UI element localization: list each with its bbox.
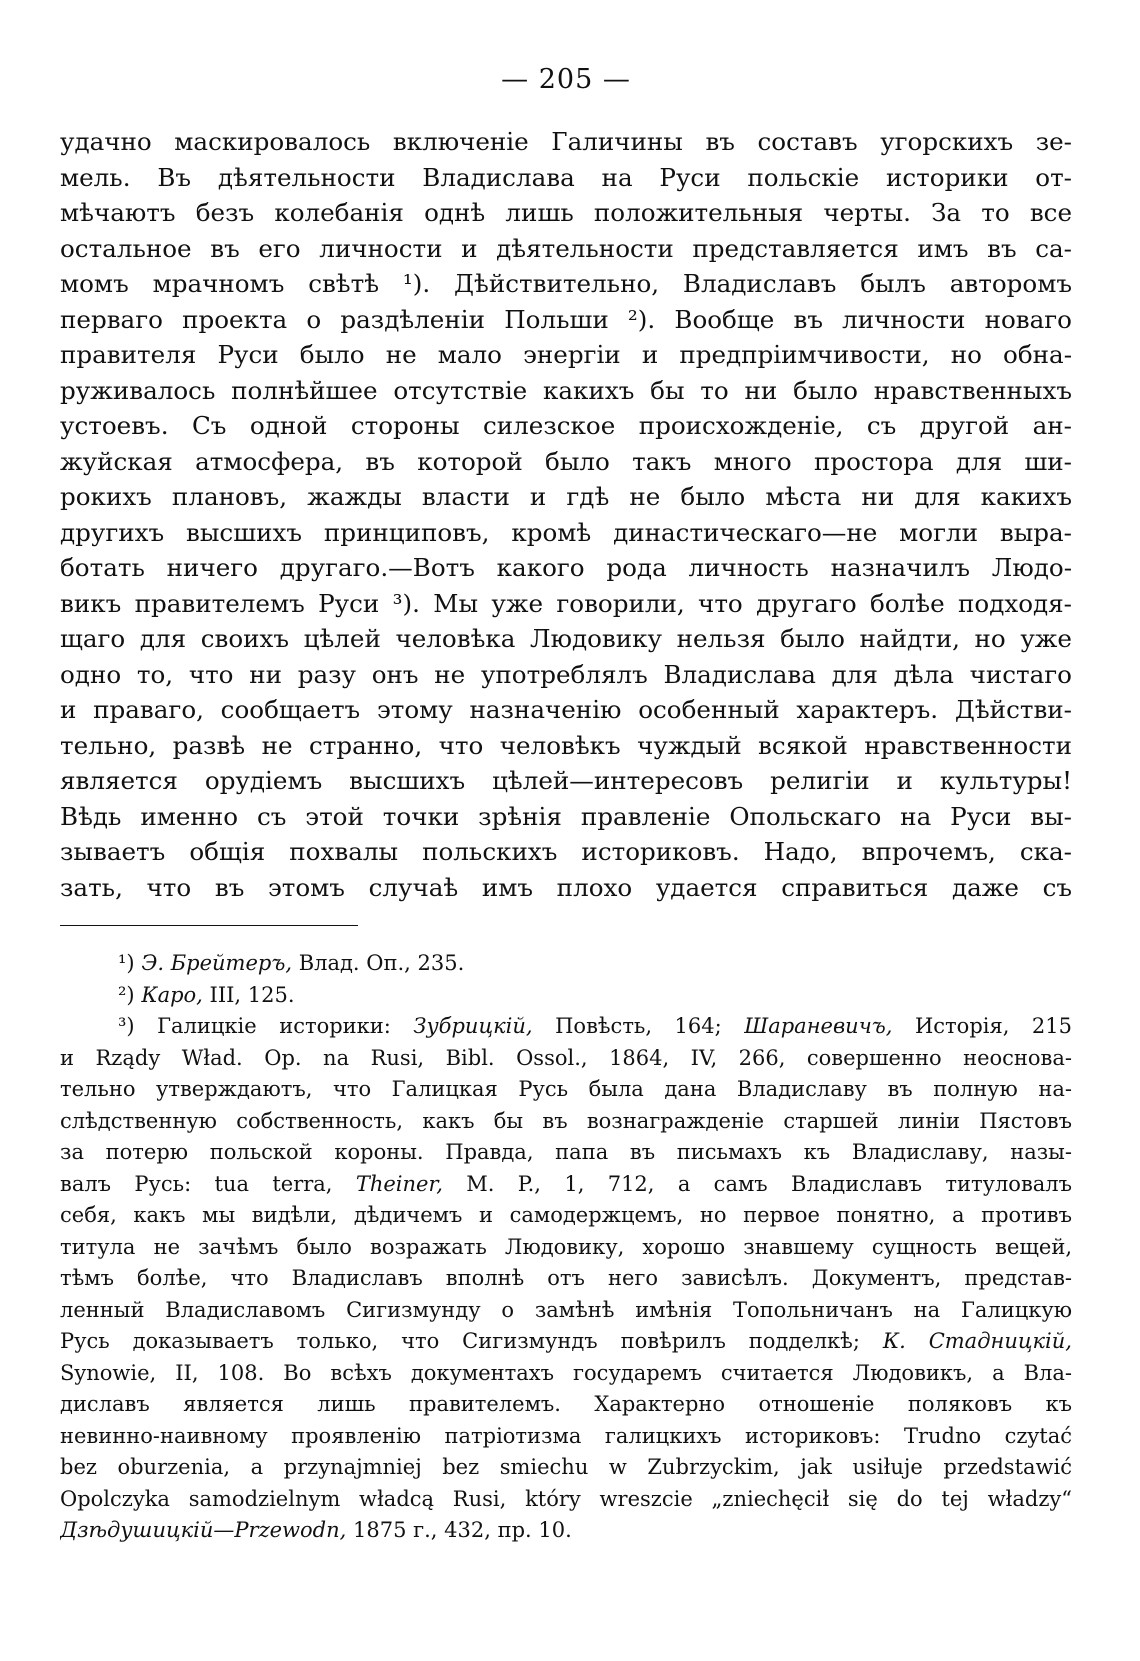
text-line: мель. Въ дѣятельности Владислава на Руси польскіе историки от- xyxy=(60,162,1072,192)
footnote-marker: ²) xyxy=(118,982,135,1007)
footnote-marker: ¹) xyxy=(118,951,135,975)
text-line: остальное въ его личности и дѣятельности представляется имъ въ са- xyxy=(60,233,1072,263)
text-line: рокихъ плановъ, жажды власти и гдѣ не было мѣста ни для какихъ xyxy=(60,482,1072,511)
text-line: правителя Руси было не мало энергіи и предпріимчивости, но обна- xyxy=(60,340,1072,369)
footnote-author: Зубрицкій, xyxy=(413,1014,533,1038)
text-line: и праваго, сообщаетъ этому назначенію особенный характеръ. Дѣйстви- xyxy=(60,695,1072,724)
text-line: одно то, что ни разу онъ не употреблялъ Владислава для дѣла чистаго xyxy=(60,659,1072,689)
footnote-3-line xyxy=(60,1515,1072,1547)
text-line: мѣчаютъ безъ колебанія однѣ лишь положительныя черты. За то все xyxy=(60,198,1072,227)
footnote-2 xyxy=(60,980,1072,1012)
footnote-3-line: тельно утверждаютъ, что Галицкая Русь была дана Владиславу въ полную на- xyxy=(60,1077,1072,1101)
footnote-1 xyxy=(60,948,1072,980)
text-line: руживалось полнѣйшее отсутствіе какихъ бы то ни было нравственныхъ xyxy=(60,375,1072,405)
footnote-3-line: невинно-наивному проявленію патріотизма галицкихъ историковъ: Trudno czytać xyxy=(60,1423,1072,1448)
footnote-3-line: Opolczyka samodzielnym władcą Rusi, który wreszcie „zniechęcił się do tej władzy“ xyxy=(60,1486,1072,1511)
footnote-text: валъ Русь: tua terra, xyxy=(60,1171,333,1196)
text-line: жуйская атмосфера, въ которой было такъ много простора для ши- xyxy=(60,446,1072,476)
footnote-3-line: титула не зачѣмъ было возражать Людовику, хорошо знавшему сущность вещей, xyxy=(60,1234,1072,1259)
footnote-text: 1875 г., 432, пр. 10. xyxy=(353,1518,572,1542)
text-line: является орудіемъ высшихъ цѣлей—интересовъ религіи и культуры! xyxy=(60,766,1072,795)
text-line: зываетъ общія похвалы польскихъ историковъ. Надо, впрочемъ, ска- xyxy=(60,837,1072,866)
footnote-text: Исторія, 215 xyxy=(914,1014,1072,1038)
footnote-3-line: диславъ является лишь правителемъ. Характерно отношеніе поляковъ къ xyxy=(60,1392,1072,1416)
footnote-text: III, 125. xyxy=(209,982,295,1007)
footnote-3-line: слѣдственную собственность, какъ бы въ вознагражденіе старшей линіи Пястовъ xyxy=(60,1108,1072,1133)
text-line: Вѣдь именно съ этой точки зрѣнія правленіе Опольскаго на Руси вы- xyxy=(60,801,1072,831)
footnote-author: Шараневичъ, xyxy=(744,1014,893,1038)
footnote-author: К. Стадницкій, xyxy=(882,1329,1072,1353)
footnote-3-line: Synowie, II, 108. Во всѣхъ документахъ государемъ считается Людовикъ, а Вла- xyxy=(60,1360,1072,1385)
footnote-text: Повѣсть, 164; xyxy=(555,1014,722,1038)
footnote-text: Галицкіе историки: xyxy=(157,1014,391,1038)
footnotes xyxy=(60,948,1072,1547)
book-page xyxy=(60,60,1072,1547)
footnote-3-line: тѣмъ болѣе, что Владиславъ вполнѣ отъ него зависѣлъ. Документъ, представ- xyxy=(60,1266,1072,1290)
text-line: момъ мрачномъ свѣтѣ ¹). Дѣйствительно, Владиславъ былъ авторомъ xyxy=(60,269,1072,298)
footnote-text: Русь доказываетъ только, что Сигизмундъ повѣрилъ подделкѣ; xyxy=(60,1329,860,1353)
footnote-3-line: и Rządy Wład. Op. na Rusi, Bibl. Ossol., 1864, IV, 266, совершенно неоснова- xyxy=(60,1045,1072,1070)
footnote-text: M. P., 1, 712, а самъ Владиславъ титуловалъ xyxy=(466,1171,1072,1196)
footnote-text: Влад. Оп., 235. xyxy=(298,951,465,975)
footnote-author: Каро, xyxy=(141,982,203,1007)
footnote-3-line xyxy=(60,1169,1072,1201)
footnote-marker: ³) xyxy=(118,1014,135,1038)
text-line: щаго для своихъ цѣлей человѣка Людовику нельзя было найдти, но уже xyxy=(60,624,1072,653)
text-line: перваго проекта о раздѣленіи Польши ²). Вообще въ личности новаго xyxy=(60,304,1072,334)
text-line: ботать ничего другаго.—Вотъ какого рода личность назначилъ Людо- xyxy=(60,553,1072,582)
text-line: тельно, развѣ не странно, что человѣкъ чуждый всякой нравственности xyxy=(60,730,1072,760)
footnote-3-line xyxy=(60,1326,1072,1358)
footnote-author: Theiner, xyxy=(355,1171,443,1196)
text-line: устоевъ. Съ одной стороны силезское происхожденіе, съ другой ан- xyxy=(60,411,1072,440)
main-text xyxy=(60,124,1072,905)
footnote-3-line: ленный Владиславомъ Сигизмунду о замѣнѣ имѣнія Топольничанъ на Галицкую xyxy=(60,1297,1072,1322)
footnote-divider xyxy=(60,925,358,926)
footnote-author: Э. Брейтеръ, xyxy=(141,951,293,975)
text-line: другихъ высшихъ принциповъ, кромѣ династическаго—не могли выра- xyxy=(60,517,1072,547)
footnote-3-line: за потерю польской короны. Правда, папа въ письмахъ къ Владиславу, назы- xyxy=(60,1140,1072,1164)
text-line: удачно маскировалось включеніе Галичины въ составъ угорскихъ зе- xyxy=(60,127,1072,156)
footnote-3-line: себя, какъ мы видѣли, дѣдичемъ и самодержцемъ, но первое понятно, а противъ xyxy=(60,1203,1072,1227)
page-number: — 205 — xyxy=(501,64,631,95)
footnote-3-line xyxy=(60,1011,1072,1043)
text-line: зать, что въ этомъ случаѣ имъ плохо удается справиться даже съ xyxy=(60,872,1072,902)
footnote-author: Дзѣдушицкій—Przewodn, xyxy=(60,1518,347,1542)
text-line: викъ правителемъ Руси ³). Мы уже говорили, что другаго болѣе подходя- xyxy=(60,588,1072,618)
footnote-3-line: bez oburzenia, a przynajmniej bez smiechu w Zubrzyckim, jak usiłuje przedstawić xyxy=(60,1455,1072,1479)
